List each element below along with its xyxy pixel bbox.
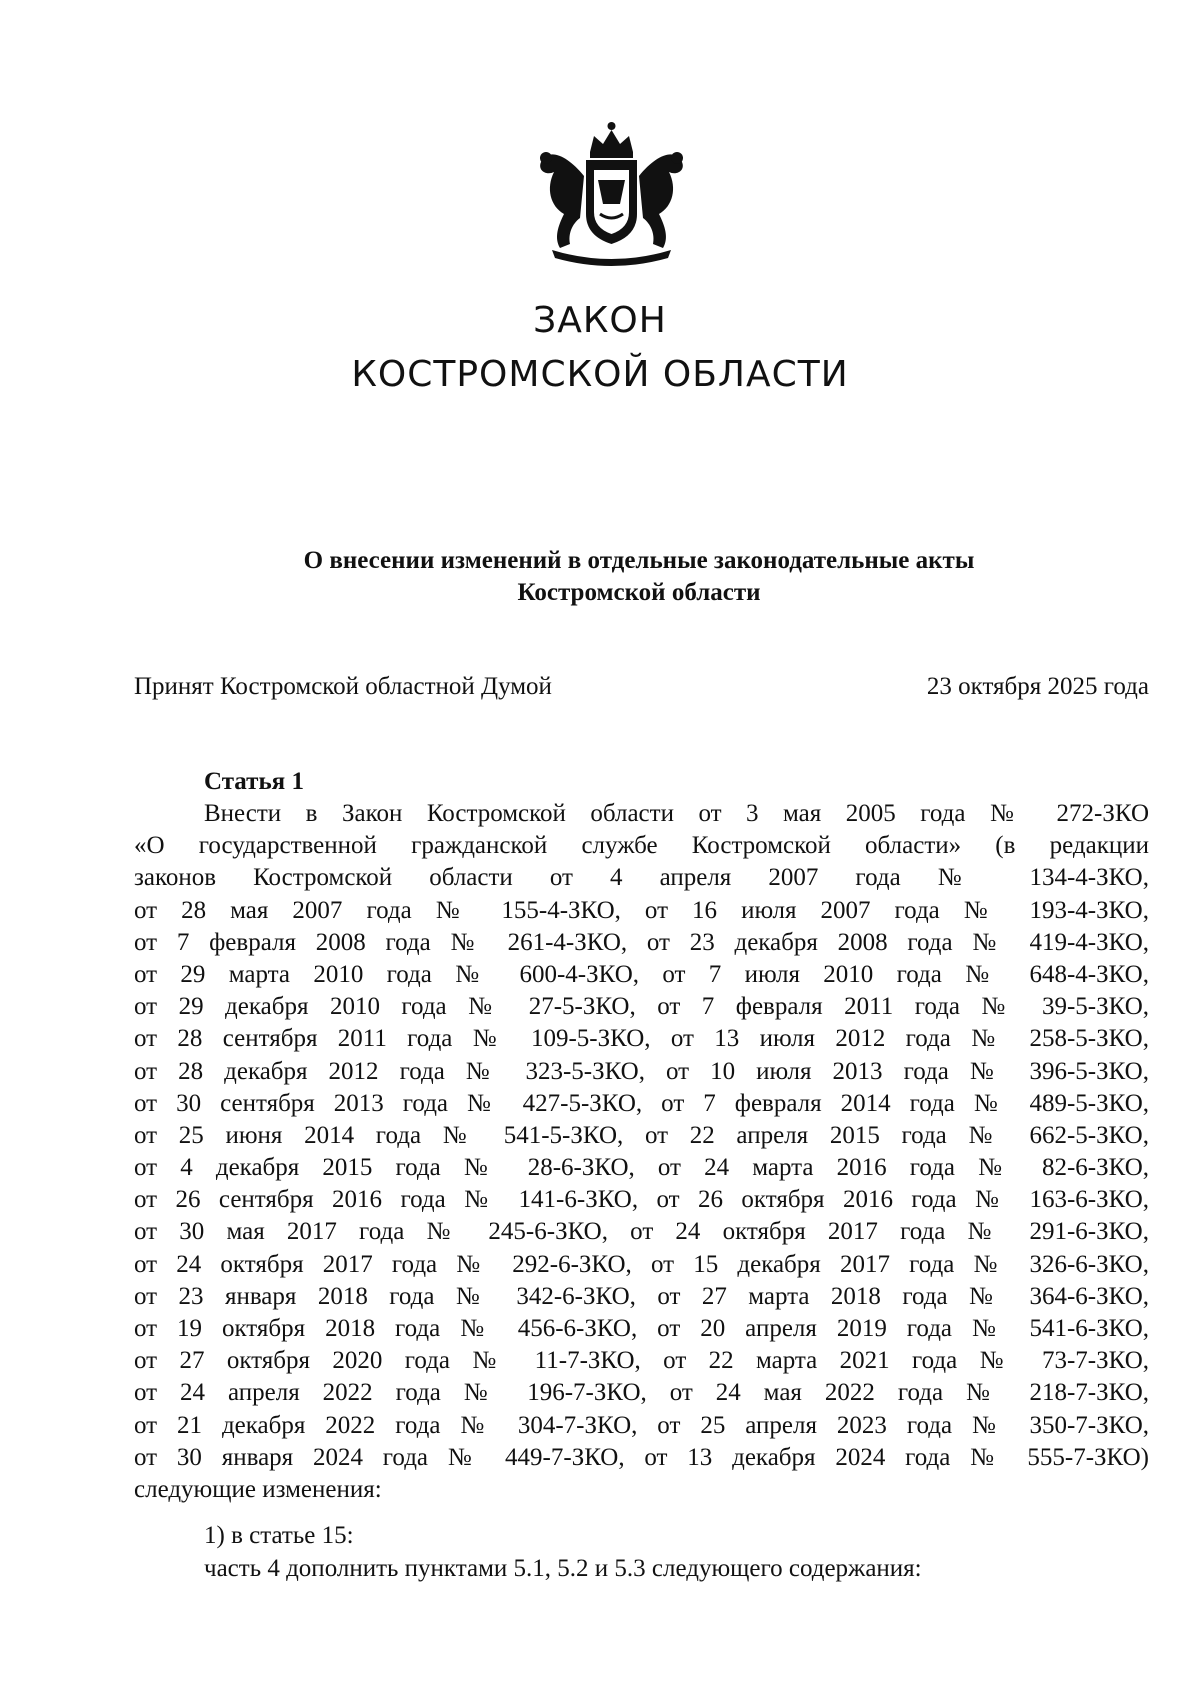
article-body-line: от 29 декабря 2010 года № 27-5-ЗКО, от 7 февраля 2011 года № 39-5-ЗКО,	[134, 993, 1149, 1021]
document-subject-line-2: Костромской области	[517, 579, 761, 606]
article-body-line: от 29 марта 2010 года № 600-4-ЗКО, от 7 июля 2010 года № 648-4-ЗКО,	[134, 960, 1149, 988]
amendment-item: 1) в статье 15:	[204, 1522, 354, 1549]
adoption-date: 23 октября 2025 года	[926, 673, 1149, 700]
article-body	[134, 798, 1149, 1506]
article-body-line: от 30 сентября 2013 года № 427-5-ЗКО, от 7 февраля 2014 года № 489-5-ЗКО,	[134, 1089, 1149, 1117]
article-body-line: от 24 апреля 2022 года № 196-7-ЗКО, от 24 мая 2022 года № 218-7-ЗКО,	[134, 1379, 1149, 1407]
article-body-line: от 21 декабря 2022 года № 304-7-ЗКО, от 25 апреля 2023 года № 350-7-ЗКО,	[134, 1411, 1149, 1439]
article-heading: Статья 1	[204, 768, 304, 795]
article-body-line: от 26 сентября 2016 года № 141-6-ЗКО, от 26 октября 2016 года № 163-6-ЗКО,	[134, 1186, 1149, 1214]
article-body-line: от 7 февраля 2008 года № 261-4-ЗКО, от 23 декабря 2008 года № 419-4-ЗКО,	[134, 928, 1149, 956]
article-body-line: «О государственной гражданской службе Костромской области» (в редакции	[134, 832, 1149, 860]
law-region-title: КОСТРОМСКОЙ ОБЛАСТИ	[351, 354, 849, 395]
coat-of-arms-icon	[524, 118, 699, 268]
article-body-line: от 27 октября 2020 года № 11-7-ЗКО, от 22 марта 2021 года № 73-7-ЗКО,	[134, 1347, 1149, 1375]
article-body-line: от 25 июня 2014 года № 541-5-ЗКО, от 22 апреля 2015 года № 662-5-ЗКО,	[134, 1121, 1149, 1149]
article-body-line: Внести в Закон Костромской области от 3 мая 2005 года № 272-ЗКО	[204, 800, 1149, 827]
article-body-line: от 28 декабря 2012 года № 323-5-ЗКО, от 10 июля 2013 года № 396-5-ЗКО,	[134, 1057, 1149, 1085]
amendment-item-text: часть 4 дополнить пунктами 5.1, 5.2 и 5.3 следующего содержания:	[204, 1555, 922, 1582]
article-body-line: от 28 сентября 2011 года № 109-5-ЗКО, от 13 июля 2012 года № 258-5-ЗКО,	[134, 1025, 1149, 1053]
article-body-line: от 30 мая 2017 года № 245-6-ЗКО, от 24 октября 2017 года № 291-6-ЗКО,	[134, 1218, 1149, 1246]
law-title: ЗАКОН	[533, 300, 667, 341]
article-body-line: законов Костромской области от 4 апреля 2007 года № 134-4-ЗКО,	[134, 864, 1149, 892]
article-body-line: от 30 января 2024 года № 449-7-ЗКО, от 13 декабря 2024 года № 555-7-ЗКО)	[134, 1443, 1149, 1471]
article-body-line: от 4 декабря 2015 года № 28-6-ЗКО, от 24 марта 2016 года № 82-6-ЗКО,	[134, 1154, 1149, 1182]
adopted-by: Принят Костромской областной Думой	[134, 673, 552, 700]
article-body-line: от 19 октября 2018 года № 456-6-ЗКО, от 20 апреля 2019 года № 541-6-ЗКО,	[134, 1315, 1149, 1342]
article-body-line: от 23 января 2018 года № 342-6-ЗКО, от 27 марта 2018 года № 364-6-ЗКО,	[134, 1282, 1149, 1310]
article-body-line: от 28 мая 2007 года № 155-4-ЗКО, от 16 июля 2007 года № 193-4-ЗКО,	[134, 896, 1149, 924]
article-body-line: следующие изменения:	[134, 1475, 382, 1503]
article-body-line: от 24 октября 2017 года № 292-6-ЗКО, от 15 декабря 2017 года № 326-6-ЗКО,	[134, 1250, 1149, 1278]
document-subject-line-1: О внесении изменений в отдельные законодательные акты	[303, 547, 975, 574]
